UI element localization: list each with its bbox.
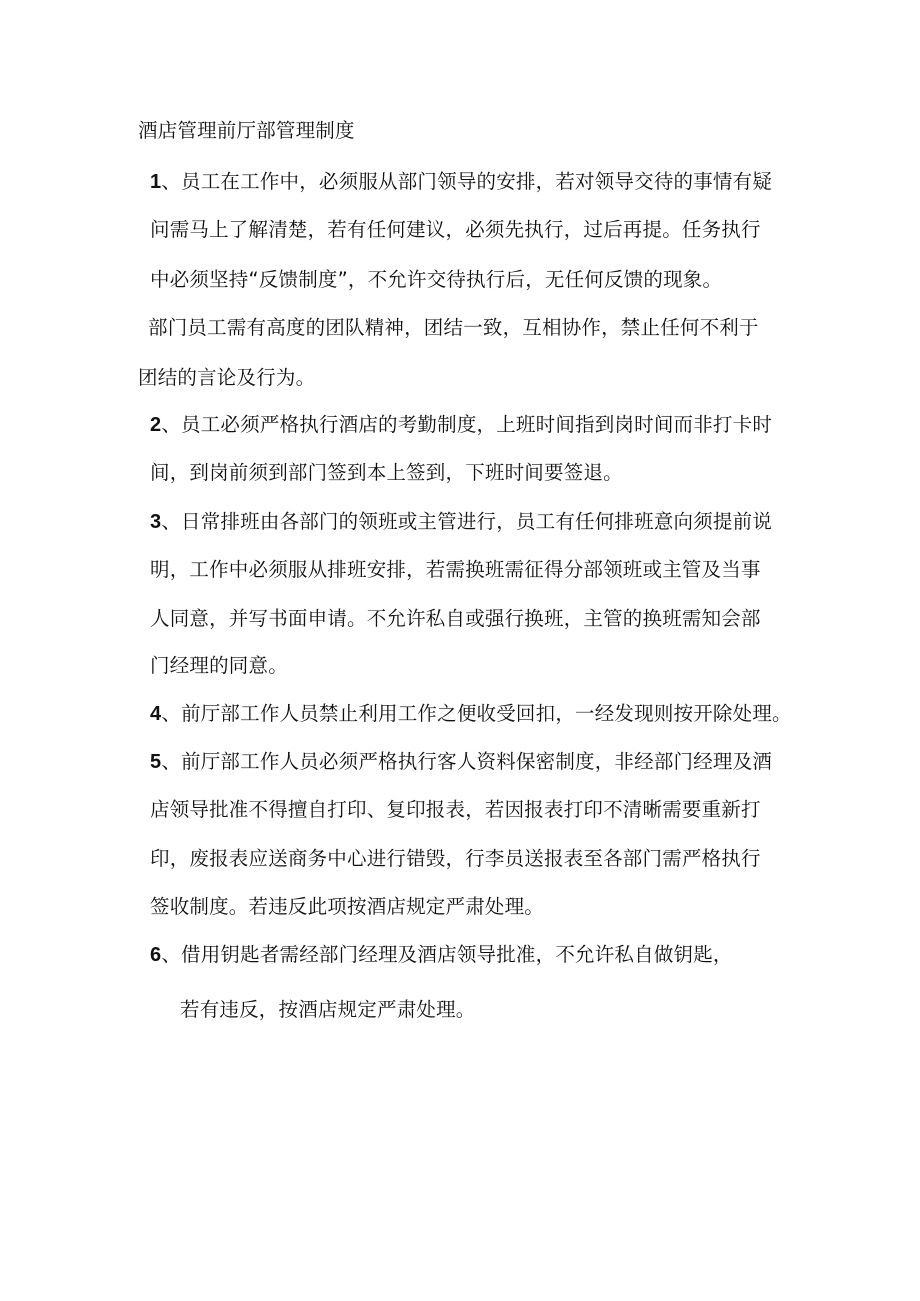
rule-text: 、日常排班由各部门的领班或主管进行，员工有任何排班意向须提前说 — [161, 510, 773, 533]
rule-3-line-3: 人同意，并写书面申请。不允许私自或强行换班，主管的换班需知会部 — [150, 607, 761, 630]
rule-text: 、员工在工作中，必须服从部门领导的安排，若对领导交待的事情有疑 — [161, 170, 773, 193]
rule-5-line-1 — [150, 748, 772, 776]
rule-number: 5 — [150, 751, 162, 773]
rule-6-line-2: 若有违反，按酒店规定严肃处理。 — [180, 998, 476, 1021]
rule-1-line-2: 问需马上了解清楚，若有任何建议，必须先执行，过后再提。任务执行 — [150, 218, 761, 241]
rule-3-line-2: 明，工作中必须服从排班安排，若需换班需征得分部领班或主管及当事 — [150, 558, 761, 581]
rule-1-line-5: 团结的言论及行为。 — [138, 366, 316, 389]
rule-6-line-1 — [150, 941, 733, 969]
rule-1-line-1 — [150, 168, 772, 196]
rule-5-line-2: 店领导批准不得擅自打印、复印报表，若因报表打印不清晰需要重新打 — [150, 798, 761, 821]
rule-number: 6 — [150, 944, 162, 966]
rule-number: 2 — [150, 414, 162, 436]
rule-number: 4 — [150, 703, 162, 725]
rule-text: 、员工必须严格执行酒店的考勤制度，上班时间指到岗时间而非打卡时 — [161, 413, 773, 436]
rule-text: 、借用钥匙者需经部门经理及酒店领导批准，不允许私自做钥匙， — [161, 943, 733, 966]
rule-1-line-4: 部门员工需有高度的团队精神，团结一致，互相协作，禁止任何不利于 — [148, 316, 759, 339]
document-title: 酒店管理前厅部管理制度 — [138, 119, 355, 142]
rule-text: 、前厅部工作人员必须严格执行客人资料保密制度，非经部门经理及酒 — [161, 750, 773, 773]
rule-number: 3 — [150, 511, 162, 533]
rule-2-line-2: 间，到岗前须到部门签到本上签到，下班时间要签退。 — [150, 461, 623, 484]
rule-number: 1 — [150, 171, 162, 193]
rule-3-line-4: 门经理的同意。 — [150, 654, 288, 677]
rule-5-line-4: 签收制度。若违反此项按酒店规定严肃处理。 — [150, 895, 545, 918]
rule-1-line-3: 中必须坚持“反馈制度”，不允许交待执行后，无任何反馈的现象。 — [150, 268, 723, 291]
rule-3-line-1 — [150, 508, 772, 536]
rule-4-line-1 — [150, 700, 792, 728]
rule-5-line-3: 印，废报表应送商务中心进行错毁，行李员送报表至各部门需严格执行 — [150, 847, 761, 870]
rule-text: 、前厅部工作人员禁止利用工作之便收受回扣，一经发现则按开除处理。 — [161, 702, 792, 725]
rule-2-line-1 — [150, 411, 772, 439]
